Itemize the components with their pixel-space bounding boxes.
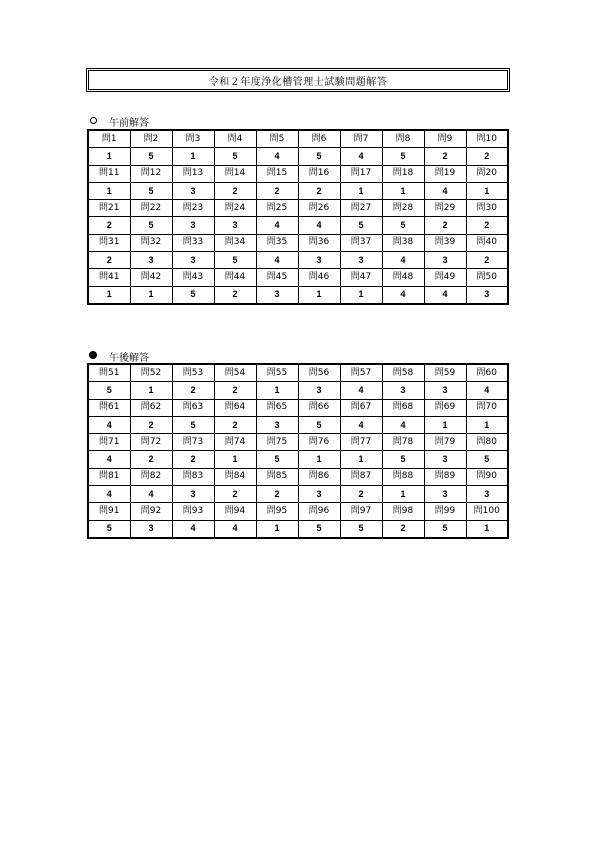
question-number-cell: 問21 xyxy=(88,200,130,217)
answer-cell: 5 xyxy=(382,148,424,165)
question-number-cell: 問54 xyxy=(214,364,256,382)
question-number-cell: 問78 xyxy=(382,434,424,451)
answer-row xyxy=(88,182,508,199)
answer-cell: 4 xyxy=(424,182,466,199)
answer-cell: 4 xyxy=(340,382,382,399)
answer-cell: 1 xyxy=(298,451,340,468)
question-number-cell: 問96 xyxy=(298,503,340,520)
question-number-cell: 問41 xyxy=(88,269,130,286)
question-row xyxy=(88,269,508,286)
answer-cell: 5 xyxy=(340,217,382,234)
answer-cell: 4 xyxy=(298,217,340,234)
question-number-cell: 問90 xyxy=(466,468,508,485)
question-number-cell: 問6 xyxy=(298,130,340,148)
pm-answer-table xyxy=(87,363,509,539)
question-number-cell: 問17 xyxy=(340,165,382,182)
question-number-cell: 問68 xyxy=(382,399,424,416)
answer-cell: 2 xyxy=(466,217,508,234)
answer-cell: 1 xyxy=(88,286,130,304)
answer-cell: 4 xyxy=(382,286,424,304)
answer-cell: 4 xyxy=(130,486,172,503)
question-number-cell: 問29 xyxy=(424,200,466,217)
question-number-cell: 問26 xyxy=(298,200,340,217)
question-number-cell: 問53 xyxy=(172,364,214,382)
question-number-cell: 問1 xyxy=(88,130,130,148)
question-number-cell: 問82 xyxy=(130,468,172,485)
answer-row xyxy=(88,252,508,269)
answer-cell: 2 xyxy=(172,451,214,468)
question-number-cell: 問92 xyxy=(130,503,172,520)
answer-cell: 5 xyxy=(172,286,214,304)
answer-cell: 3 xyxy=(256,416,298,433)
answer-cell: 3 xyxy=(424,486,466,503)
question-number-cell: 問15 xyxy=(256,165,298,182)
answer-cell: 4 xyxy=(88,451,130,468)
answer-cell: 2 xyxy=(424,148,466,165)
pm-section-label xyxy=(87,349,149,364)
answer-cell: 2 xyxy=(256,182,298,199)
answer-cell: 2 xyxy=(130,451,172,468)
answer-row xyxy=(88,382,508,399)
answer-cell: 5 xyxy=(88,520,130,538)
answer-cell: 5 xyxy=(382,451,424,468)
answer-cell: 4 xyxy=(88,486,130,503)
question-number-cell: 問76 xyxy=(298,434,340,451)
answer-cell: 5 xyxy=(172,416,214,433)
page-title xyxy=(86,68,510,92)
question-number-cell: 問97 xyxy=(340,503,382,520)
question-row xyxy=(88,503,508,520)
question-number-cell: 問14 xyxy=(214,165,256,182)
answer-cell: 2 xyxy=(172,382,214,399)
answer-cell: 4 xyxy=(424,286,466,304)
answer-cell: 5 xyxy=(130,148,172,165)
question-number-cell: 問51 xyxy=(88,364,130,382)
question-number-cell: 問55 xyxy=(256,364,298,382)
answer-cell: 2 xyxy=(130,416,172,433)
question-number-cell: 問18 xyxy=(382,165,424,182)
question-number-cell: 問9 xyxy=(424,130,466,148)
question-number-cell: 問72 xyxy=(130,434,172,451)
answer-cell: 5 xyxy=(424,520,466,538)
question-number-cell: 問62 xyxy=(130,399,172,416)
question-number-cell: 問7 xyxy=(340,130,382,148)
answer-cell: 4 xyxy=(256,217,298,234)
question-number-cell: 問34 xyxy=(214,234,256,251)
answer-cell: 1 xyxy=(340,182,382,199)
page-title-text: 令和２年度浄化槽管理士試験問題解答 xyxy=(208,76,388,88)
answer-cell: 1 xyxy=(214,451,256,468)
question-number-cell: 問50 xyxy=(466,269,508,286)
answer-cell: 3 xyxy=(340,252,382,269)
question-number-cell: 問69 xyxy=(424,399,466,416)
question-row xyxy=(88,434,508,451)
answer-cell: 4 xyxy=(340,416,382,433)
question-number-cell: 問60 xyxy=(466,364,508,382)
question-number-cell: 問23 xyxy=(172,200,214,217)
question-row xyxy=(88,364,508,382)
question-number-cell: 問93 xyxy=(172,503,214,520)
answer-cell: 5 xyxy=(382,217,424,234)
answer-cell: 1 xyxy=(88,182,130,199)
answer-cell: 4 xyxy=(466,382,508,399)
question-number-cell: 問75 xyxy=(256,434,298,451)
question-number-cell: 問95 xyxy=(256,503,298,520)
answer-row xyxy=(88,416,508,433)
answer-cell: 5 xyxy=(298,416,340,433)
question-number-cell: 問48 xyxy=(382,269,424,286)
answer-cell: 5 xyxy=(214,252,256,269)
question-number-cell: 問87 xyxy=(340,468,382,485)
answer-cell: 3 xyxy=(424,382,466,399)
answer-row xyxy=(88,486,508,503)
question-number-cell: 問24 xyxy=(214,200,256,217)
question-number-cell: 問45 xyxy=(256,269,298,286)
answer-cell: 3 xyxy=(298,252,340,269)
question-number-cell: 問89 xyxy=(424,468,466,485)
answer-cell: 3 xyxy=(298,486,340,503)
question-number-cell: 問86 xyxy=(298,468,340,485)
answer-cell: 4 xyxy=(88,416,130,433)
answer-cell: 2 xyxy=(382,520,424,538)
answer-cell: 2 xyxy=(88,252,130,269)
question-number-cell: 問64 xyxy=(214,399,256,416)
question-number-cell: 問77 xyxy=(340,434,382,451)
question-number-cell: 問28 xyxy=(382,200,424,217)
question-number-cell: 問32 xyxy=(130,234,172,251)
question-number-cell: 問13 xyxy=(172,165,214,182)
question-row xyxy=(88,200,508,217)
answer-cell: 1 xyxy=(298,286,340,304)
question-number-cell: 問30 xyxy=(466,200,508,217)
question-number-cell: 問67 xyxy=(340,399,382,416)
answer-cell: 5 xyxy=(88,382,130,399)
question-number-cell: 問12 xyxy=(130,165,172,182)
answer-cell: 3 xyxy=(424,451,466,468)
answer-cell: 3 xyxy=(382,382,424,399)
question-number-cell: 問42 xyxy=(130,269,172,286)
question-number-cell: 問58 xyxy=(382,364,424,382)
question-number-cell: 問11 xyxy=(88,165,130,182)
answer-cell: 4 xyxy=(382,252,424,269)
question-number-cell: 問65 xyxy=(256,399,298,416)
answer-cell: 1 xyxy=(88,148,130,165)
question-number-cell: 問4 xyxy=(214,130,256,148)
answer-cell: 1 xyxy=(466,520,508,538)
question-row xyxy=(88,165,508,182)
answer-row xyxy=(88,520,508,538)
question-number-cell: 問52 xyxy=(130,364,172,382)
answer-cell: 2 xyxy=(466,252,508,269)
question-row xyxy=(88,234,508,251)
question-number-cell: 問19 xyxy=(424,165,466,182)
answer-cell: 4 xyxy=(172,520,214,538)
answer-cell: 2 xyxy=(466,148,508,165)
question-number-cell: 問83 xyxy=(172,468,214,485)
question-number-cell: 問80 xyxy=(466,434,508,451)
answer-cell: 1 xyxy=(340,451,382,468)
question-number-cell: 問8 xyxy=(382,130,424,148)
answer-cell: 3 xyxy=(172,182,214,199)
question-number-cell: 問46 xyxy=(298,269,340,286)
question-number-cell: 問61 xyxy=(88,399,130,416)
question-number-cell: 問25 xyxy=(256,200,298,217)
answer-cell: 2 xyxy=(214,416,256,433)
answer-cell: 2 xyxy=(214,382,256,399)
question-number-cell: 問84 xyxy=(214,468,256,485)
answer-cell: 3 xyxy=(214,217,256,234)
answer-cell: 2 xyxy=(298,182,340,199)
answer-cell: 2 xyxy=(256,486,298,503)
question-number-cell: 問33 xyxy=(172,234,214,251)
question-number-cell: 問44 xyxy=(214,269,256,286)
question-number-cell: 問49 xyxy=(424,269,466,286)
answer-cell: 2 xyxy=(214,286,256,304)
question-number-cell: 問38 xyxy=(382,234,424,251)
answer-cell: 1 xyxy=(424,416,466,433)
answer-cell: 5 xyxy=(466,451,508,468)
answer-cell: 3 xyxy=(172,486,214,503)
question-number-cell: 問3 xyxy=(172,130,214,148)
question-number-cell: 問81 xyxy=(88,468,130,485)
answer-cell: 5 xyxy=(298,520,340,538)
question-number-cell: 問10 xyxy=(466,130,508,148)
answer-cell: 3 xyxy=(466,286,508,304)
answer-cell: 5 xyxy=(256,451,298,468)
question-number-cell: 問71 xyxy=(88,434,130,451)
question-number-cell: 問74 xyxy=(214,434,256,451)
question-number-cell: 問16 xyxy=(298,165,340,182)
question-number-cell: 問40 xyxy=(466,234,508,251)
question-number-cell: 問27 xyxy=(340,200,382,217)
am-section-label xyxy=(87,114,149,129)
question-number-cell: 問79 xyxy=(424,434,466,451)
question-number-cell: 問39 xyxy=(424,234,466,251)
answer-cell: 1 xyxy=(382,486,424,503)
question-number-cell: 問47 xyxy=(340,269,382,286)
answer-cell: 1 xyxy=(172,148,214,165)
question-number-cell: 問20 xyxy=(466,165,508,182)
answer-cell: 4 xyxy=(256,148,298,165)
answer-cell: 3 xyxy=(130,520,172,538)
answer-cell: 2 xyxy=(424,217,466,234)
filled-circle-icon xyxy=(87,351,99,362)
answer-cell: 1 xyxy=(382,182,424,199)
answer-cell: 5 xyxy=(298,148,340,165)
am-answer-table xyxy=(87,129,509,305)
question-number-cell: 問100 xyxy=(466,503,508,520)
answer-cell: 1 xyxy=(256,382,298,399)
question-number-cell: 問70 xyxy=(466,399,508,416)
answer-cell: 3 xyxy=(298,382,340,399)
answer-cell: 1 xyxy=(256,520,298,538)
question-number-cell: 問56 xyxy=(298,364,340,382)
question-number-cell: 問37 xyxy=(340,234,382,251)
question-number-cell: 問91 xyxy=(88,503,130,520)
question-number-cell: 問66 xyxy=(298,399,340,416)
question-number-cell: 問22 xyxy=(130,200,172,217)
question-number-cell: 問5 xyxy=(256,130,298,148)
answer-cell: 1 xyxy=(130,286,172,304)
question-number-cell: 問85 xyxy=(256,468,298,485)
answer-cell: 5 xyxy=(214,148,256,165)
answer-row xyxy=(88,217,508,234)
answer-cell: 5 xyxy=(130,217,172,234)
question-number-cell: 問57 xyxy=(340,364,382,382)
question-number-cell: 問2 xyxy=(130,130,172,148)
question-number-cell: 問88 xyxy=(382,468,424,485)
answer-row xyxy=(88,451,508,468)
question-number-cell: 問63 xyxy=(172,399,214,416)
answer-row xyxy=(88,148,508,165)
answer-cell: 4 xyxy=(340,148,382,165)
answer-cell: 4 xyxy=(382,416,424,433)
answer-cell: 2 xyxy=(340,486,382,503)
question-number-cell: 問73 xyxy=(172,434,214,451)
answer-cell: 3 xyxy=(466,486,508,503)
question-number-cell: 問59 xyxy=(424,364,466,382)
answer-cell: 2 xyxy=(214,486,256,503)
answer-cell: 4 xyxy=(214,520,256,538)
answer-cell: 5 xyxy=(340,520,382,538)
question-row xyxy=(88,399,508,416)
question-number-cell: 問36 xyxy=(298,234,340,251)
answer-cell: 5 xyxy=(130,182,172,199)
answer-cell: 1 xyxy=(130,382,172,399)
answer-cell: 3 xyxy=(130,252,172,269)
question-number-cell: 問99 xyxy=(424,503,466,520)
answer-row xyxy=(88,286,508,304)
question-number-cell: 問35 xyxy=(256,234,298,251)
answer-cell: 3 xyxy=(424,252,466,269)
question-row xyxy=(88,130,508,148)
question-number-cell: 問43 xyxy=(172,269,214,286)
question-number-cell: 問31 xyxy=(88,234,130,251)
answer-cell: 1 xyxy=(466,182,508,199)
question-number-cell: 問94 xyxy=(214,503,256,520)
question-row xyxy=(88,468,508,485)
open-circle-icon xyxy=(87,116,99,127)
answer-cell: 1 xyxy=(340,286,382,304)
answer-cell: 3 xyxy=(256,286,298,304)
question-number-cell: 問98 xyxy=(382,503,424,520)
answer-cell: 3 xyxy=(172,252,214,269)
answer-cell: 3 xyxy=(172,217,214,234)
answer-cell: 2 xyxy=(214,182,256,199)
am-section-title: 午前解答 xyxy=(109,118,149,129)
answer-cell: 2 xyxy=(88,217,130,234)
pm-section-title: 午後解答 xyxy=(109,353,149,364)
answer-cell: 1 xyxy=(466,416,508,433)
answer-cell: 4 xyxy=(256,252,298,269)
